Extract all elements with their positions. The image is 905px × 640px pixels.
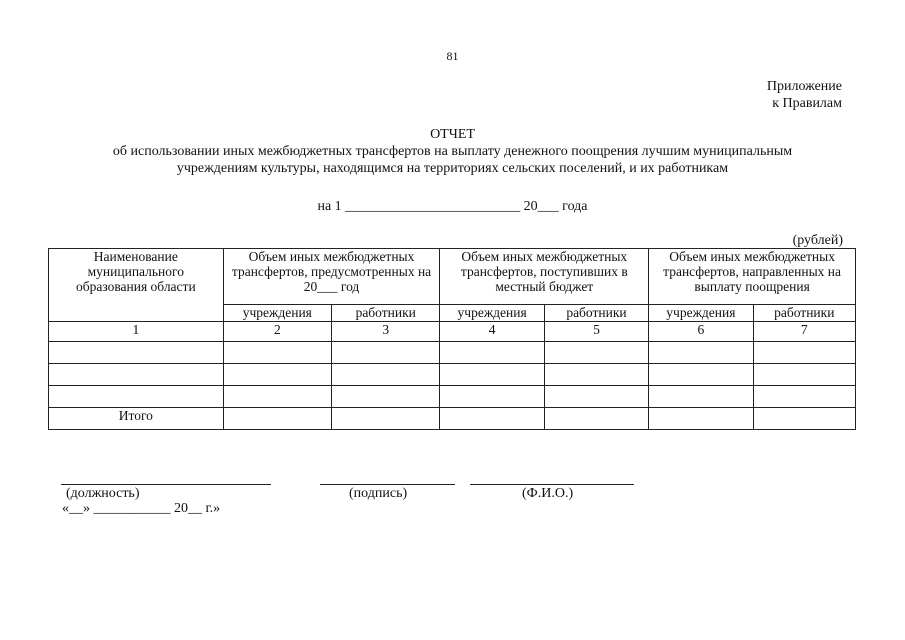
report-date-line: на 1 _________________________ 20___ года xyxy=(317,199,588,214)
table-cell xyxy=(440,386,544,408)
name-signature-line xyxy=(470,484,634,485)
column-number: 3 xyxy=(332,322,440,342)
table-row xyxy=(49,386,856,408)
received-transfers-header: Объем иных межбюджетных трансфертов, поступивших в местный бюджет xyxy=(440,249,649,305)
position-signature-line xyxy=(61,484,271,485)
appendix-line-1: Приложение xyxy=(766,79,842,94)
page-number: 81 xyxy=(446,49,459,63)
table-cell xyxy=(544,386,648,408)
table-cell xyxy=(223,408,331,430)
report-heading: ОТЧЕТ xyxy=(430,127,475,142)
planned-transfers-header: Объем иных межбюджетных трансфертов, предусмотренных на 20___ год xyxy=(223,249,440,305)
table-cell xyxy=(440,364,544,386)
column-number: 2 xyxy=(223,322,331,342)
table-cell xyxy=(649,408,753,430)
subheader-institutions: учреждения xyxy=(223,305,331,322)
signature-label: (подпись) xyxy=(349,486,408,501)
column-number: 4 xyxy=(440,322,544,342)
report-subtitle-line-1: об использовании иных межбюджетных трансфертов на выплату денежного поощрения лучшим муниципальным xyxy=(112,144,793,159)
table-cell xyxy=(649,364,753,386)
column-number: 5 xyxy=(544,322,648,342)
table-header-row xyxy=(49,249,856,305)
table-cell xyxy=(332,386,440,408)
report-table xyxy=(48,248,856,430)
table-row xyxy=(49,342,856,364)
subheader-employees: работники xyxy=(753,305,855,322)
allocated-transfers-header: Объем иных межбюджетных трансфертов, направленных на выплату поощрения xyxy=(649,249,856,305)
currency-unit: (рублей) xyxy=(792,233,843,248)
table-cell xyxy=(544,364,648,386)
total-row xyxy=(49,408,856,430)
table-cell xyxy=(649,342,753,364)
subheader-institutions: учреждения xyxy=(440,305,544,322)
column-number: 6 xyxy=(649,322,753,342)
municipality-column-header: Наименование муниципального образования области xyxy=(49,249,224,322)
appendix-line-2: к Правилам xyxy=(772,96,842,111)
appendix-note xyxy=(767,78,842,112)
table-cell xyxy=(753,342,855,364)
subheader-employees: работники xyxy=(544,305,648,322)
report-subtitle-line-2: учреждениям культуры, находящимся на территориях сельских поселений, и их работникам xyxy=(176,161,729,176)
table-cell xyxy=(440,342,544,364)
column-number: 1 xyxy=(49,322,224,342)
table-cell xyxy=(753,408,855,430)
table-cell xyxy=(440,408,544,430)
signature-line xyxy=(320,484,455,485)
column-number-row xyxy=(49,322,856,342)
total-label: Итого xyxy=(49,408,224,430)
table-cell xyxy=(49,364,224,386)
subheader-institutions: учреждения xyxy=(649,305,753,322)
report-title xyxy=(0,126,905,177)
table-cell xyxy=(223,386,331,408)
subheader-employees: работники xyxy=(332,305,440,322)
table-cell xyxy=(753,364,855,386)
table-cell xyxy=(49,342,224,364)
table-cell xyxy=(332,408,440,430)
signature-date-line: «__» ___________ 20__ г.» xyxy=(62,501,221,516)
table-cell xyxy=(223,342,331,364)
table-cell xyxy=(649,386,753,408)
table-cell xyxy=(544,408,648,430)
table-cell xyxy=(753,386,855,408)
table-cell xyxy=(223,364,331,386)
position-label: (должность) xyxy=(66,486,140,501)
table-cell xyxy=(544,342,648,364)
table-cell xyxy=(332,364,440,386)
column-number: 7 xyxy=(753,322,855,342)
table-cell xyxy=(49,386,224,408)
table-row xyxy=(49,364,856,386)
name-label: (Ф.И.О.) xyxy=(522,486,574,501)
table-cell xyxy=(332,342,440,364)
